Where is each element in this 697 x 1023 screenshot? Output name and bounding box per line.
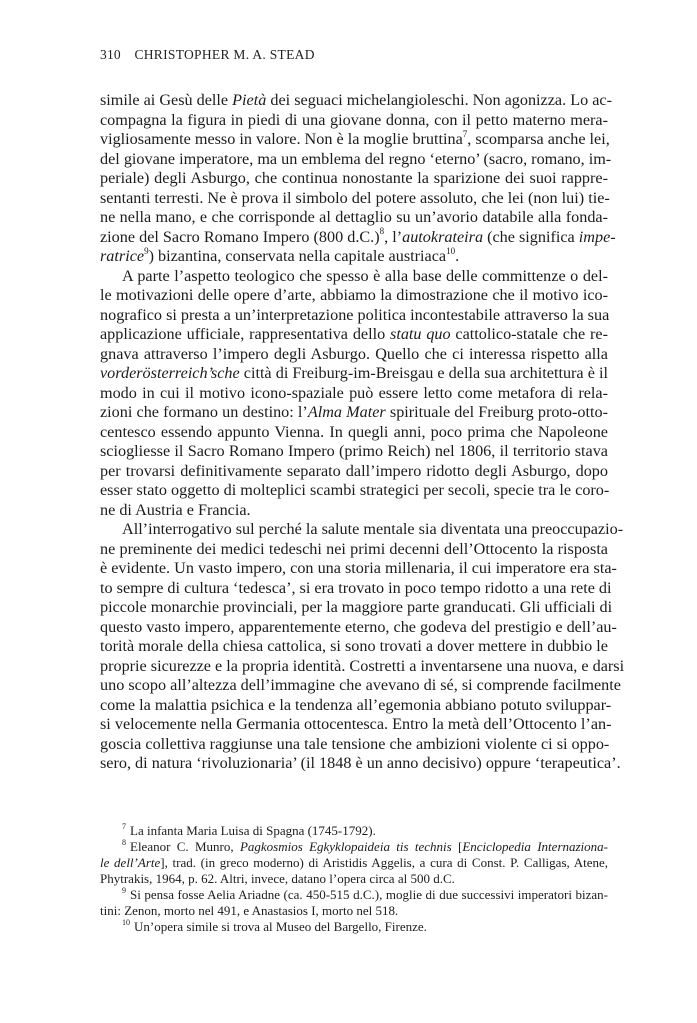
text-line: del giovane imperatore, ma un emblema del regno ‘eterno’ (sacro, romano, im- <box>100 149 612 168</box>
text-line: vigliosamente messo in valore. Non è la moglie bruttina$^7$, scomparsa anche lei, <box>100 128 610 148</box>
footnote-reference[interactable]: 9 <box>144 245 149 256</box>
text-line: uno scopo all’altezza dell’immagine che avevano di sé, si comprende facilmente <box>100 676 621 694</box>
body-text <box>100 91 625 774</box>
footnote-reference[interactable]: 10 <box>446 245 456 256</box>
italic-text: Pagkosmios Egkyklopaideia tis technis <box>239 839 452 854</box>
italic-text: autokrateira <box>402 227 484 246</box>
footnote-line: le dell’Arte], trad. (in greco moderno) di Aristidis Aggelis, a cura di Const. P. Calligas, Atene, <box>100 855 608 870</box>
text-line: to sempre di cultura ‘tedesca’, si era trovato in poco tempo ridotto a una rete di <box>100 578 612 597</box>
footnote-line: $^8$ Eleanor C. Munro, Pagkosmios Egkyklopaideia tis technis [Enciclopedia Internaziona- <box>122 837 608 854</box>
footnote-number: 7 <box>122 821 126 831</box>
footnote-line: tini: Zenon, morto nel 491, e Anastasios I, morto nel 518. <box>100 903 399 918</box>
text-line: periale) degli Asburgo, che continua nonostante la sparizione dei suoi rappre- <box>100 169 608 187</box>
footnote-line: Phytrakis, 1964, p. 62. Altri, invece, datano l’opera circa al 500 d.C. <box>100 871 455 886</box>
text-line: modo in cui il motivo icono-spaziale può essere letto come metafora di rela- <box>100 383 608 402</box>
text-line: piccole monarchie provinciali, per la maggiore parte granducati. Gli ufficiali di <box>100 598 613 616</box>
footnote-line: $^7$ La infanta Maria Luisa di Spagna (1745-1792). <box>122 821 376 838</box>
italic-text: Alma Mater <box>307 403 386 421</box>
footnote-10 <box>100 919 608 935</box>
text-line: sero, di natura ‘rivoluzionaria’ (il 1848 è un anno decisivo) oppure ‘terapeutica’. <box>100 754 621 772</box>
text-line: sciogliesse il Sacro Romano Impero (primo Reich) nel 1806, il territorio stava <box>100 442 608 460</box>
text-line: gnava attraverso l’impero degli Asburgo. Quello che ci interessa rispetto alla <box>100 344 608 363</box>
text-line: centesco essendo appunto Vienna. In quegli anni, poco prima che Napoleone <box>100 422 608 441</box>
text-line: ratrice$^9$) bizantina, conservata nella capitale austriaca$^{10}$. <box>100 245 460 265</box>
paragraph <box>100 520 625 774</box>
footnote-9 <box>100 887 608 919</box>
footnote-7 <box>100 823 608 839</box>
text-line: nografico si presta a un’interpretazione politica incontestabile attraverso la sua <box>100 305 610 324</box>
text-line: si velocemente nella Germania ottocentesca. Entro la metà dell’Ottocento l’an- <box>100 715 612 733</box>
text-line: sentanti terresti. Ne è prova il simbolo del potere assoluto, che lei (non lui) tie- <box>100 188 610 207</box>
text-line: esser stato oggetto di molteplici scambi strategici per secoli, specie tra le coro- <box>100 481 610 499</box>
text-line: per trovarsi definitivamente separato dall’impero ridotto degli Asburgo, dopo <box>100 461 608 480</box>
italic-text: Pietà <box>232 91 267 109</box>
text-line: goscia collettiva raggiunse una tale tensione che ambizioni violente ci si oppo- <box>100 734 610 753</box>
italic-text: le dell’Arte <box>100 855 161 870</box>
text-line: zioni che formano un destino: l’Alma Mater spirituale del Freiburg proto-otto- <box>100 403 608 421</box>
paragraph <box>100 91 616 267</box>
italic-text: statu quo <box>390 325 451 343</box>
text-line: A parte l’aspetto teologico che spesso è alla base delle committenze o del- <box>122 266 608 285</box>
text-line: vorderösterreich’sche città di Freiburg-im-Breisgau e della sua architettura è il <box>100 364 608 382</box>
footnote-reference[interactable]: 8 <box>379 226 385 237</box>
text-line: ne di Austria e Francia. <box>100 500 251 519</box>
text-line: è evidente. Un vasto impero, con una storia millenaria, il cui imperatore era sta- <box>100 559 617 577</box>
italic-text: ratrice <box>100 247 145 265</box>
italic-text: Enciclopedia Internaziona- <box>462 839 608 854</box>
text-line: simile ai Gesù delle Pietà dei seguaci michelangioleschi. Non agonizza. Lo ac- <box>100 91 612 109</box>
text-line: ne nella mano, e che corrisponde al dettaglio su un’avorio databile alla fonda- <box>100 208 608 226</box>
text-line: le motivazioni delle opere d’arte, abbiamo la dimostrazione che il motivo ico- <box>100 286 608 304</box>
footnote-line: $^{10}$ Un’opera simile si trova al Museo del Bargello, Firenze. <box>122 917 427 934</box>
text-line: come la malattia psichica e la tendenza all’egemonia abbiano potuto sviluppar- <box>100 695 612 714</box>
footnote-8 <box>100 839 608 887</box>
footnote-number: 8 <box>122 837 126 847</box>
text-line: questo vasto impero, apparentemente eterno, che godeva del prestigio e dell’au- <box>100 617 617 636</box>
text-line: proprie sicurezze e la propria identità. Costretti a inventarsene una nuova, e darsi <box>100 656 625 675</box>
footnote-reference[interactable]: 7 <box>462 128 468 139</box>
text-line: zione del Sacro Romano Impero (800 d.C.)$^8$, l’autokrateira (che significa impe- <box>100 226 616 246</box>
running-head <box>100 47 610 63</box>
footnote-number: 10 <box>122 917 130 927</box>
page-number: 310 <box>100 47 121 62</box>
text-line: torità morale della chiesa cattolica, si sono trovati a dover mettere in dubbio le <box>100 637 608 655</box>
italic-text: impe- <box>578 227 616 246</box>
paragraph <box>100 267 608 521</box>
text-line: compagna la figura in piedi di una giovane donna, con il petto materno mera- <box>100 110 608 129</box>
text-line: applicazione ufficiale, rappresentativa dello statu quo cattolico-statale che re- <box>100 325 608 343</box>
footnote-number: 9 <box>122 885 126 895</box>
italic-text: vorderösterreich’sche <box>100 364 240 382</box>
text-line: ne preminente dei medici tedeschi nei primi decenni dell’Ottocento la risposta <box>100 539 608 558</box>
footnote-line: $^9$ Si pensa fosse Aelia Ariadne (ca. 450-515 d.C.), moglie di due successivi imperatori bizan- <box>122 885 608 902</box>
text-line: All’interrogativo sul perché la salute mentale sia diventata una preoccupazio- <box>122 520 624 538</box>
running-head-author: CHRISTOPHER M. A. STEAD <box>134 47 315 62</box>
footnotes <box>100 823 608 935</box>
